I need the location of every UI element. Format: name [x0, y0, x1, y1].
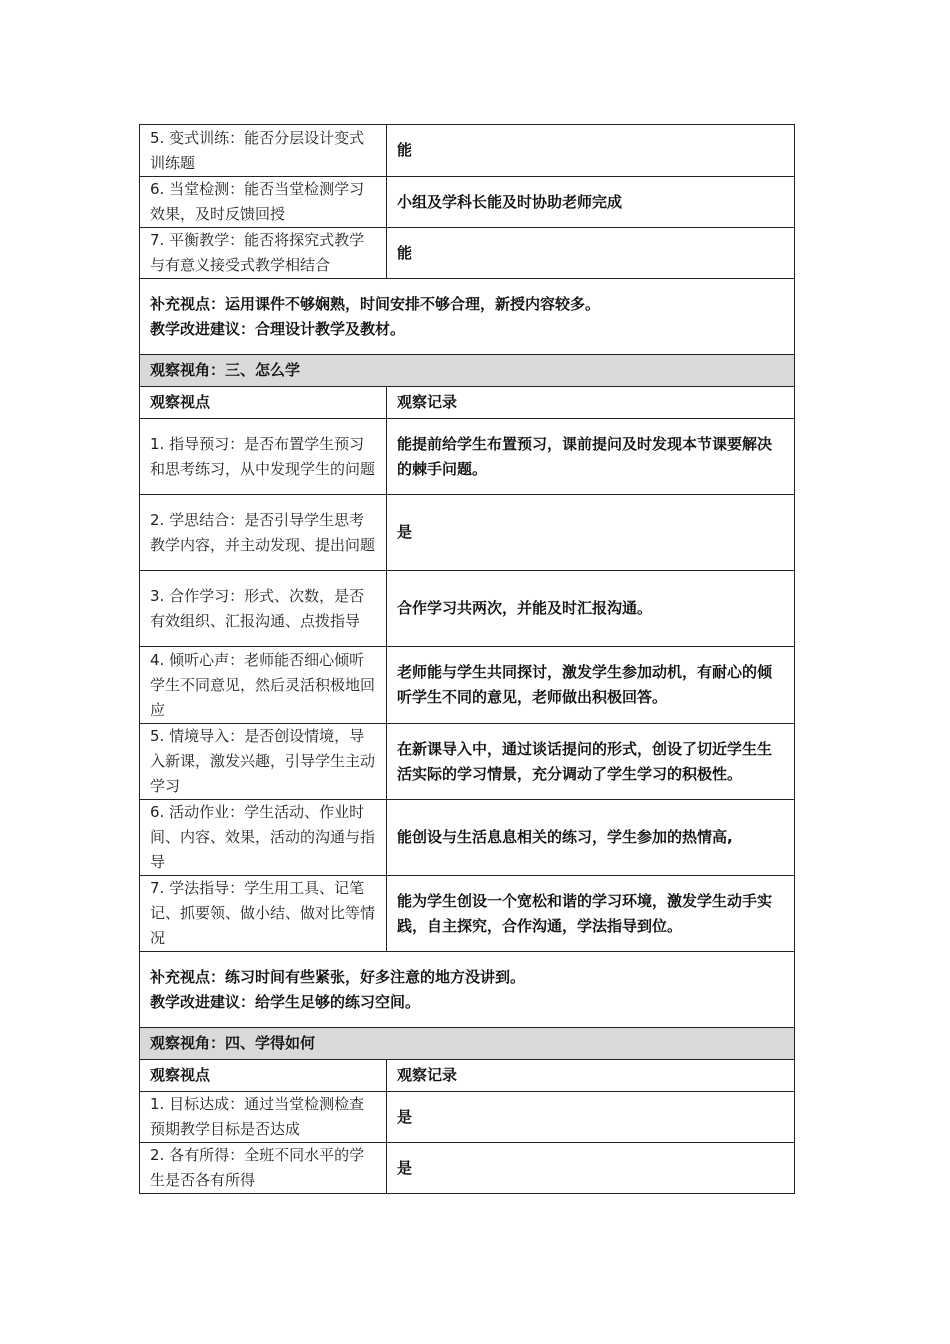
header-row	[140, 1060, 795, 1092]
table-row	[140, 419, 795, 495]
table-row	[140, 724, 795, 800]
view-cell: 6. 当堂检测：能否当堂检测学习效果，及时反馈回授	[140, 177, 387, 228]
supplement-text: 补充视点：运用课件不够娴熟，时间安排不够合理，新授内容较多。	[150, 294, 601, 313]
suggestion-text: 教学改进建议：合理设计教学及教材。	[150, 319, 406, 338]
supplement-text: 补充视点：练习时间有些紧张，好多注意的地方没讲到。	[150, 967, 526, 986]
table-row	[140, 876, 795, 952]
section-title: 观察视角：三、怎么学	[140, 355, 795, 387]
view-cell: 5. 情境导入：是否创设情境，导入新课，激发兴趣，引导学生主动学习	[140, 724, 387, 800]
record-cell: 是	[387, 1092, 795, 1143]
column-header-record: 观察记录	[387, 1060, 795, 1092]
column-header-record: 观察记录	[387, 387, 795, 419]
record-cell: 能	[387, 125, 795, 177]
table-row	[140, 1092, 795, 1143]
view-cell: 6. 活动作业：学生活动、作业时间、内容、效果，活动的沟通与指导	[140, 800, 387, 876]
record-cell: 能创设与生活息息相关的练习，学生参加的热情高,	[387, 800, 795, 876]
notes-row	[140, 279, 795, 355]
table-row	[140, 177, 795, 228]
view-cell: 5. 变式训练：能否分层设计变式训练题	[140, 125, 387, 177]
table-row	[140, 125, 795, 177]
section-row	[140, 1028, 795, 1060]
record-cell: 能	[387, 228, 795, 279]
record-cell: 是	[387, 1143, 795, 1194]
view-cell: 7. 学法指导：学生用工具、记笔记、抓要领、做小结、做对比等情况	[140, 876, 387, 952]
view-cell: 7. 平衡教学：能否将探究式教学与有意义接受式教学相结合	[140, 228, 387, 279]
table-row	[140, 800, 795, 876]
notes-row	[140, 952, 795, 1028]
observation-table	[139, 124, 795, 1194]
section-row	[140, 355, 795, 387]
record-cell: 在新课导入中，通过谈话提问的形式，创设了切近学生生活实际的学习情景，充分调动了学生学习的积极性。	[387, 724, 795, 800]
record-cell: 能提前给学生布置预习，课前提问及时发现本节课要解决的棘手问题。	[387, 419, 795, 495]
notes-cell	[140, 279, 795, 355]
header-row	[140, 387, 795, 419]
record-cell: 合作学习共两次，并能及时汇报沟通。	[387, 571, 795, 647]
record-cell: 是	[387, 495, 795, 571]
view-cell: 2. 学思结合：是否引导学生思考教学内容，并主动发现、提出问题	[140, 495, 387, 571]
view-cell: 3. 合作学习：形式、次数，是否有效组织、汇报沟通、点拨指导	[140, 571, 387, 647]
record-cell: 能为学生创设一个宽松和谐的学习环境，激发学生动手实践，自主探究，合作沟通，学法指导到位。	[387, 876, 795, 952]
column-header-view: 观察视点	[140, 387, 387, 419]
suggestion-text: 教学改进建议：给学生足够的练习空间。	[150, 992, 421, 1011]
table-row	[140, 495, 795, 571]
view-cell: 2. 各有所得：全班不同水平的学生是否各有所得	[140, 1143, 387, 1194]
record-cell: 老师能与学生共同探讨，激发学生参加动机，有耐心的倾听学生不同的意见，老师做出积极回答。	[387, 647, 795, 724]
view-cell: 1. 目标达成：通过当堂检测检查预期教学目标是否达成	[140, 1092, 387, 1143]
table-row	[140, 228, 795, 279]
table-row	[140, 571, 795, 647]
table-row	[140, 647, 795, 724]
column-header-view: 观察视点	[140, 1060, 387, 1092]
view-cell: 4. 倾听心声：老师能否细心倾听学生不同意见，然后灵活积极地回应	[140, 647, 387, 724]
view-cell: 1. 指导预习：是否布置学生预习和思考练习，从中发现学生的问题	[140, 419, 387, 495]
section-title: 观察视角：四、学得如何	[140, 1028, 795, 1060]
notes-cell	[140, 952, 795, 1028]
table-row	[140, 1143, 795, 1194]
record-cell: 小组及学科长能及时协助老师完成	[387, 177, 795, 228]
